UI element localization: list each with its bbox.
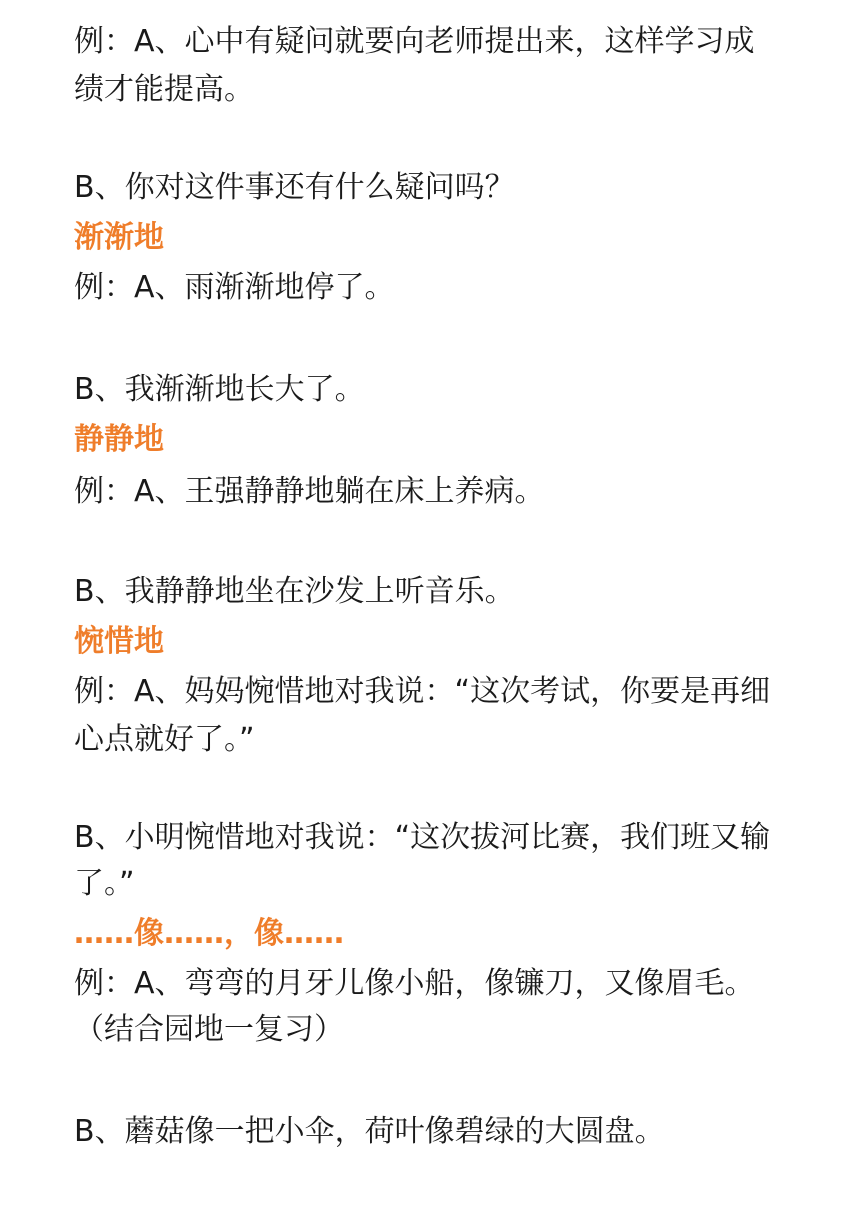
example-b-jianjian: B、我渐渐地长大了。 xyxy=(74,372,365,407)
example-a-xiang-line-1: 例：A、弯弯的月牙儿像小船，像镰刀，又像眉毛。 xyxy=(74,966,755,1001)
heading-wanxi-di: 惋惜地 xyxy=(74,624,164,659)
example-a-xiang-line-2: （结合园地一复习） xyxy=(74,1012,344,1047)
example-a-doubt-line-2: 绩才能提高。 xyxy=(74,72,254,107)
example-b-wanxi-line-2: 了。” xyxy=(74,866,135,901)
heading-jingjing-di: 静静地 xyxy=(74,422,164,457)
example-b-wanxi-line-1: B、小明惋惜地对我说：“这次拔河比赛，我们班又输 xyxy=(74,820,771,855)
heading-xiang-xiang: ……像……，像…… xyxy=(74,916,344,951)
example-a-wanxi-line-2: 心点就好了。” xyxy=(74,722,255,757)
example-a-doubt-line-1: 例：A、心中有疑问就要向老师提出来，这样学习成 xyxy=(74,24,755,59)
example-b-jingjing: B、我静静地坐在沙发上听音乐。 xyxy=(74,574,515,609)
example-b-doubt: B、你对这件事还有什么疑问吗？ xyxy=(74,170,515,205)
heading-jianjian-di: 渐渐地 xyxy=(74,220,164,255)
example-a-jingjing: 例：A、王强静静地躺在床上养病。 xyxy=(74,474,545,509)
example-a-wanxi-line-1: 例：A、妈妈惋惜地对我说：“这次考试，你要是再细 xyxy=(74,674,771,709)
example-b-xiang: B、蘑菇像一把小伞，荷叶像碧绿的大圆盘。 xyxy=(74,1114,665,1149)
example-a-jianjian: 例：A、雨渐渐地停了。 xyxy=(74,270,395,305)
